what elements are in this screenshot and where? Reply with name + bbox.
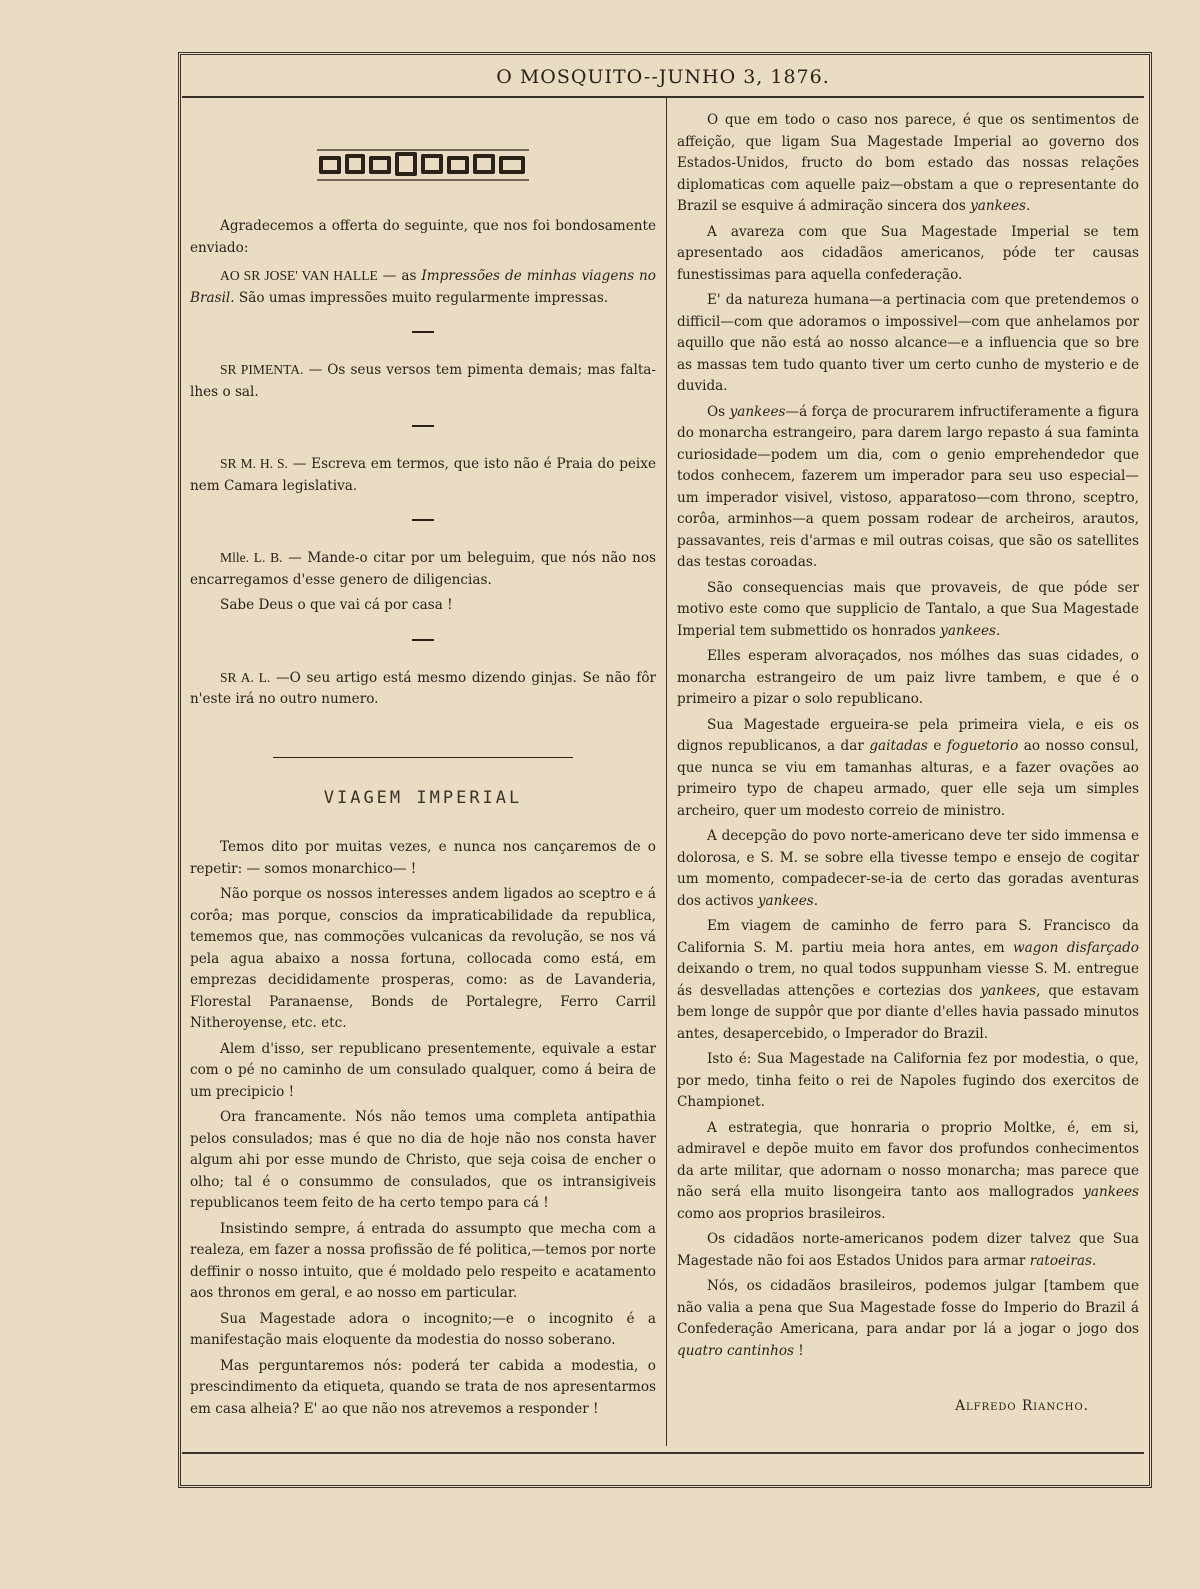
article-paragraph: Os cidadãos norte-americanos podem dizer talvez que Sua Magestade não foi aos Estados Unidos para armar ratoeiras. (677, 1231, 1139, 1269)
note-text: — Escreva em termos, que isto não é Praia do peixe nem Camara legislativa. (190, 456, 656, 494)
header-title: O MOSQUITO--JUNHO 3, 1876. (496, 66, 830, 88)
note-lead: SR PIMENTA. (220, 362, 304, 377)
article-paragraph: A avareza com que Sua Magestade Imperial se tem apresentado aos cidadãos americanos, póde ter causas funestissimas para aquella confederação. (677, 223, 1139, 283)
article-paragraph: Elles esperam alvoraçados, nos mólhes das suas cidades, o monarcha estrangeiro de um paiz livre tambem, e que é o primeiro a pizar o solo republicano. (677, 648, 1139, 707)
note-al (190, 667, 656, 711)
article-paragraph: A decepção do povo norte-americano deve ter sido immensa e dolorosa, e S. M. se sobre ella tivesse tempo e ensejo de cogitar um momento, compadecer-se-ia de certo das goradas aventuras dos activos yankees. (677, 828, 1139, 909)
separator-dash (412, 519, 434, 521)
article-paragraph: Sua Magestade ergueira-se pela primeira viela, e eis os dignos republicanos, a dar gaitadas e foguetorio ao nosso consul, que nunca se viu em tamanhas alturas, e a fazer ovações ao primeiro typo de chapeu armado, quer elle seja um simples archeiro, quer um modesto correio de ministro. (677, 716, 1140, 819)
separator-dash (412, 425, 434, 427)
article-paragraph: Nós, os cidadãos brasileiros, podemos julgar [tambem que não valia a pena que Sua Magestade fosse do Imperio do Brazil á Confederação Americana, para andar por lá a jogar o jogo dos quatro cantinhos ! (677, 1278, 1139, 1359)
note-pimenta (190, 359, 656, 403)
footer-rule (182, 1452, 1144, 1454)
article-paragraph: Não porque os nossos interesses andem ligados ao sceptro e á corôa; mas porque, conscios da impraticabilidade da republica, tememos que, nas commoções vulcanicas da revolução, se nos vá pela agua abaixo a nossa fortuna, collocada como está, em emprezas decididamente prosperas, como: as de Lavanderia, Florestal Paranaense, Bonds de Portalegre, Ferro Carril Nitheroyense, etc. etc. (190, 886, 656, 1031)
note-mhs (190, 453, 656, 497)
note-lead: SR M. H. S. (220, 456, 288, 471)
left-column (190, 110, 656, 1424)
article-paragraph: São consequencias mais que provaveis, de que póde ser motivo este como que supplicio de Tantalo, a que Sua Magestade Imperial tem submettido os honrados yankees. (677, 579, 1139, 639)
note-italic: Impressões de minhas viagens no Brasil. (190, 268, 656, 306)
article-paragraph: Sua Magestade adora o incognito;—e o incognito é a manifestação mais eloquente da modestia do nosso soberano. (190, 1310, 656, 1348)
article-paragraph: Isto é: Sua Magestade na California fez por modestia, o que, por medo, tinha feito o rei de Napoles fugindo dos exercitos de Championet. (677, 1051, 1139, 1110)
author-signature: Alfredo Riancho. (955, 1398, 1089, 1414)
note-text: — as (377, 268, 422, 284)
article-paragraph: A estrategia, que honraria o proprio Moltke, é, em si, admiravel e depõe muito em favor dos profundos conhecimentos da arte militar, que adornam o nosso monarcha; mas parece que não será ella muito lisongeira tanto aos mallogrados yankees como aos proprios brasileiros. (677, 1119, 1139, 1222)
article-paragraph: Alem d'isso, ser republicano presentemente, equivale a estar com o pé no caminho de um consulado qualquer, como á beira de um precipicio ! (190, 1040, 656, 1100)
note-lead: SR A. L. (220, 669, 271, 685)
article-paragraph: Temos dito por muitas vezes, e nunca nos cançaremos de o repetir: — somos monarchico— ! (190, 839, 656, 877)
note-lead: AO SR JOSE' VAN HALLE (220, 268, 378, 283)
section-title: VIAGEM IMPERIAL (323, 787, 523, 808)
article-paragraph: E' da natureza humana—a pertinacia com que pretendemos o difficil—com que adoramos o impossivel—com que anhelamos por aquillo que não está ao nosso alcance—e a influencia que so bre as massas tem tudo quanto tiver um certo cunho de mysterio e de duvida. (677, 292, 1139, 394)
separator-dash (412, 639, 434, 641)
article-paragraph: Em viagem de caminho de ferro para S. Francisco da California S. M. partiu meia hora antes, em wagon disfarçado deixando o trem, no qual todos suppunham viesse S. M. entregue ás desvelladas attenções e cortezias dos yankees, que estavam bem longe de suppôr que por diante d'elles havia passado minutos antes, desapercebido, o Imperador do Brazil. (677, 918, 1139, 1042)
article-paragraph: Ora francamente. Nós não temos uma completa antipathia pelos consulados; mas é que no dia de hoje não nos consta haver algum ahi por esse mundo de Christo, que seja coisa de encher o olho; tal é o consummo de consulados, que os intransigiveis republicanos teem feito de ha certo tempo para cá ! (190, 1109, 656, 1211)
note-mlle-lb (190, 547, 656, 591)
decorative-title-icon (313, 142, 533, 186)
column-divider (666, 98, 667, 1446)
separator-dash (412, 331, 434, 333)
article-paragraph: Os yankees—á força de procurarem infructiferamente a figura do monarcha estrangeiro, para darem largo repasto á sua faminta curiosidade—podem um dia, com o genio emprehendedor que todos conhecem, fazerem um imperador para seu uso especial—um imperador visivel, vistoso, apparatoso—com throno, sceptro, corôa, arminhos—a quem possam rodear de archeiros, arautos, passavantes, reis d'armas e mil outras coisas, que são os satellites das testas coroadas. (677, 403, 1139, 570)
article-paragraph: Mas perguntaremos nós: poderá ter cabida a modestia, o prescindimento da etiqueta, quando se trata de nos apresentarmos em casa alheia? E' ao que não nos atrevemos a responder ! (190, 1357, 656, 1417)
note-text: —O seu artigo está mesmo dizendo ginjas. Se não fôr n'este irá no outro numero. (190, 669, 657, 707)
note-van-halle (190, 265, 656, 309)
article-paragraph: O que em todo o caso nos parece, é que os sentimentos de affeição, que ligam Sua Magestade Imperial ao governo dos Estados-Unidos, fructo do bom estado das nossas relações diplomaticas com aquelle paiz—obstam a que o representante do Brazil se esquive á admiração sincera dos yankees. (677, 112, 1139, 214)
note-extra: Sabe Deus o que vai cá por casa ! (220, 597, 453, 613)
article-paragraph: Insistindo sempre, á entrada do assumpto que mecha com a realeza, em fazer a nossa profissão de fé politica,—temos por norte deffinir o nosso intuito, que é moldado pelo respeito e acatamento aos thronos em geral, e ao nosso em particular. (190, 1220, 656, 1301)
note-text: — Mande-o citar por um beleguim, que nós não nos encarregamos d'esse genero de diligencias. (190, 550, 656, 588)
note-text: São umas impressões muito regularmente impressas. (234, 289, 609, 306)
note-lead: Mlle. L. B. (220, 550, 283, 565)
note-text: — Os seus versos tem pimenta demais; mas falta-lhes o sal. (190, 362, 656, 400)
right-column (677, 110, 1139, 1418)
section-rule (273, 757, 573, 758)
page-header (182, 58, 1144, 98)
thanks-intro: Agradecemos a offerta do seguinte, que nos foi bondosamente enviado: (190, 218, 656, 256)
